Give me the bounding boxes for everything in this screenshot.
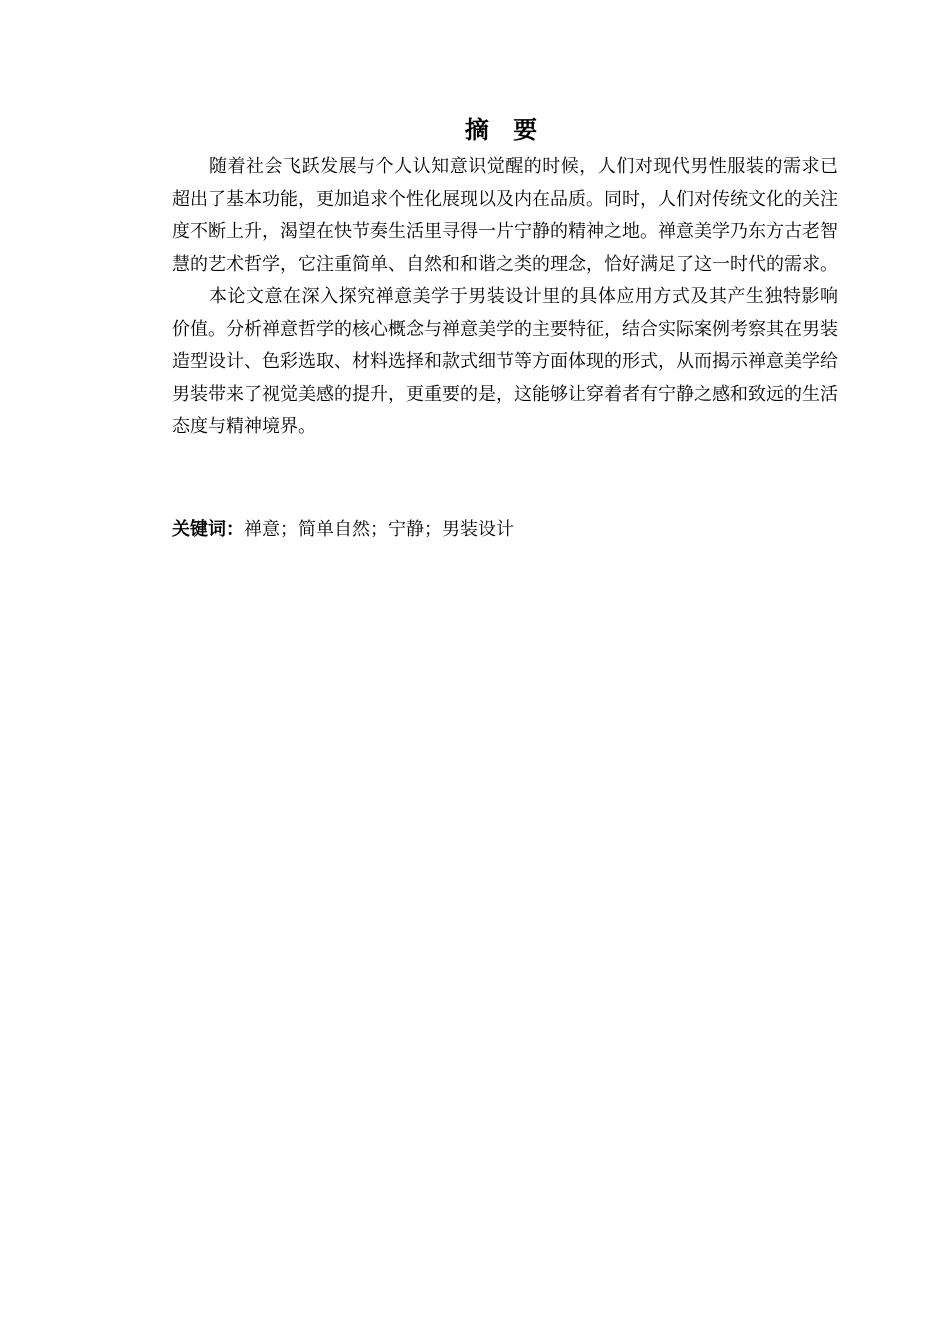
abstract-paragraph-2: 本论文意在深入探究禅意美学于男装设计里的具体应用方式及其产生独特影响价值。分析禅意哲学的核心概念与禅意美学的主要特征，结合实际案例考察其在男装造型设计、色彩选取、材料选择和款式细节等方面体现的形式，从而揭示禅意美学给男装带来了视觉美感的提升，更重要的是，这能够让穿着者有宁静之感和致远的生活态度与精神境界。 <box>172 286 838 437</box>
keywords-line <box>172 514 838 546</box>
abstract-body <box>172 151 838 444</box>
abstract-paragraph-1: 随着社会飞跃发展与个人认知意识觉醒的时候，人们对现代男性服装的需求已超出了基本功能，更加追求个性化展现以及内在品质。同时，人们对传统文化的关注度不断上升，渴望在快节奏生活里寻得一片宁静的精神之地。禅意美学乃东方古老智慧的艺术哲学，它注重简单、自然和和谐之类的理念，恰好满足了这一时代的需求。 <box>172 156 838 275</box>
keywords-value: 禅意；简单自然；宁静；男装设计 <box>244 519 514 540</box>
abstract-title: 摘 要 <box>464 116 546 144</box>
keywords-label: 关键词： <box>172 519 244 540</box>
